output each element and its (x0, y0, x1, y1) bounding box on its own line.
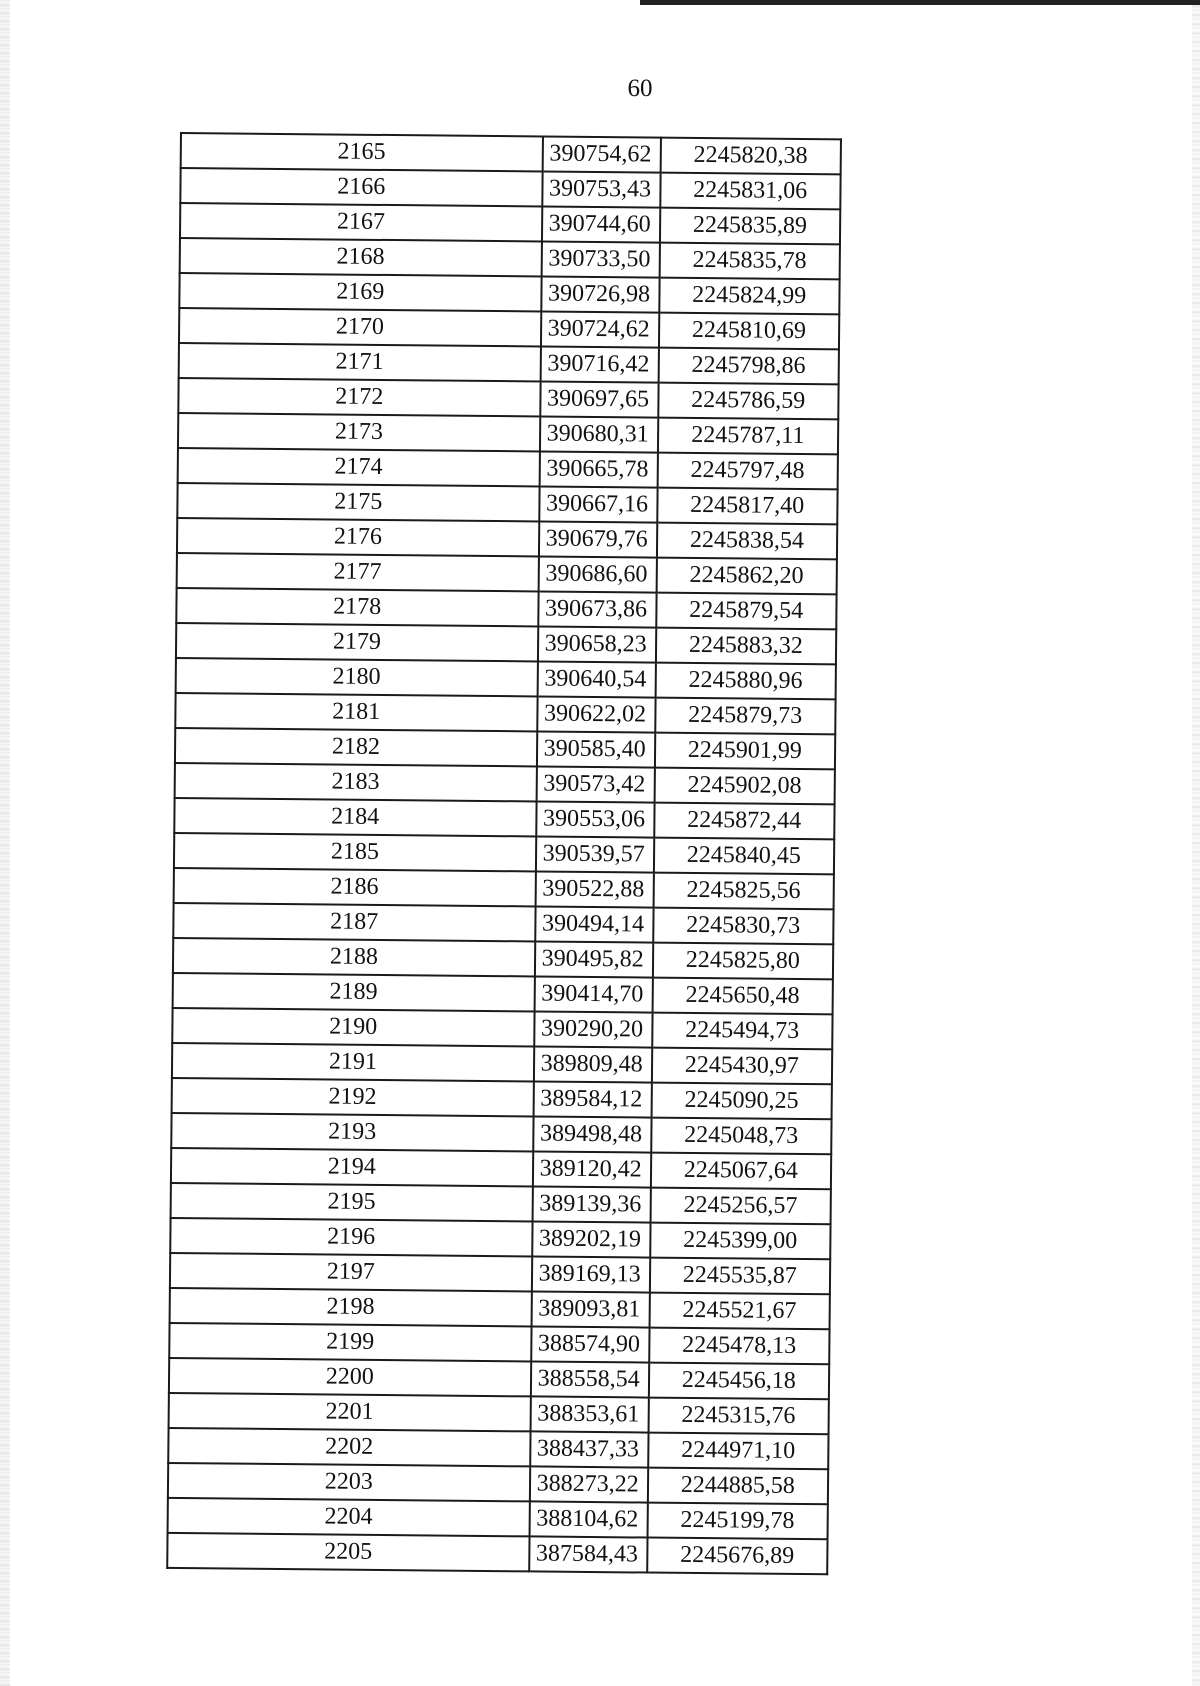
x-coordinate-cell: 390494,14 (535, 906, 653, 942)
y-coordinate-cell: 2245676,89 (647, 1538, 828, 1575)
x-coordinate-cell: 390665,78 (539, 451, 657, 487)
x-coordinate-cell: 390622,02 (537, 696, 655, 732)
point-number-cell: 2166 (180, 168, 542, 206)
y-coordinate-cell: 2245880,96 (655, 663, 836, 700)
y-coordinate-cell: 2244885,58 (647, 1468, 828, 1505)
point-number-cell: 2168 (180, 238, 542, 276)
x-coordinate-cell: 390733,50 (541, 241, 659, 277)
point-number-cell: 2177 (177, 553, 539, 591)
x-coordinate-cell: 390667,16 (539, 486, 657, 522)
y-coordinate-cell: 2245840,45 (653, 838, 834, 875)
point-number-cell: 2183 (175, 763, 537, 801)
x-coordinate-cell: 390744,60 (542, 206, 660, 242)
y-coordinate-cell: 2245825,80 (652, 943, 833, 980)
point-number-cell: 2195 (171, 1183, 533, 1221)
x-coordinate-cell: 390539,57 (536, 836, 654, 872)
x-coordinate-cell: 388273,22 (529, 1466, 647, 1502)
table-row (167, 1533, 827, 1574)
point-number-cell: 2184 (174, 798, 536, 836)
point-number-cell: 2200 (169, 1358, 531, 1396)
y-coordinate-cell: 2245797,48 (657, 453, 838, 490)
x-coordinate-cell: 388437,33 (530, 1431, 648, 1467)
point-number-cell: 2182 (175, 728, 537, 766)
y-coordinate-cell: 2245494,73 (652, 1013, 833, 1050)
y-coordinate-cell: 2245256,57 (650, 1188, 831, 1225)
x-coordinate-cell: 390679,76 (539, 521, 657, 557)
point-number-cell: 2194 (171, 1148, 533, 1186)
top-rule (640, 0, 1200, 5)
x-coordinate-cell: 390640,54 (537, 661, 655, 697)
x-coordinate-cell: 388558,54 (530, 1361, 648, 1397)
point-number-cell: 2187 (173, 903, 535, 941)
y-coordinate-cell: 2245901,99 (654, 733, 835, 770)
point-number-cell: 2191 (172, 1043, 534, 1081)
y-coordinate-cell: 2245521,67 (649, 1293, 830, 1330)
y-coordinate-cell: 2245430,97 (651, 1048, 832, 1085)
y-coordinate-cell: 2245048,73 (651, 1118, 832, 1155)
point-number-cell: 2202 (168, 1428, 530, 1466)
point-number-cell: 2185 (174, 833, 536, 871)
x-coordinate-cell: 390686,60 (538, 556, 656, 592)
x-coordinate-cell: 388574,90 (531, 1326, 649, 1362)
y-coordinate-cell: 2245883,32 (656, 628, 837, 665)
x-coordinate-cell: 388104,62 (529, 1501, 647, 1537)
point-number-cell: 2176 (177, 518, 539, 556)
y-coordinate-cell: 2244971,10 (648, 1433, 829, 1470)
y-coordinate-cell: 2245879,73 (655, 698, 836, 735)
point-number-cell: 2201 (169, 1393, 531, 1431)
y-coordinate-cell: 2245067,64 (650, 1153, 831, 1190)
point-number-cell: 2165 (181, 133, 543, 171)
x-coordinate-cell: 389809,48 (534, 1046, 652, 1082)
x-coordinate-cell: 390495,82 (535, 941, 653, 977)
point-number-cell: 2174 (178, 448, 540, 486)
x-coordinate-cell: 390673,86 (538, 591, 656, 627)
point-number-cell: 2204 (168, 1498, 530, 1536)
y-coordinate-cell: 2245810,69 (659, 313, 840, 350)
point-number-cell: 2173 (178, 413, 540, 451)
point-number-cell: 2205 (167, 1533, 529, 1571)
x-coordinate-cell: 389584,12 (533, 1081, 651, 1117)
x-coordinate-cell: 390697,65 (540, 381, 658, 417)
x-coordinate-cell: 390680,31 (540, 416, 658, 452)
scan-edge-right (1192, 0, 1200, 1686)
x-coordinate-cell: 390553,06 (536, 801, 654, 837)
x-coordinate-cell: 390724,62 (541, 311, 659, 347)
y-coordinate-cell: 2245835,78 (659, 243, 840, 280)
y-coordinate-cell: 2245830,73 (653, 908, 834, 945)
y-coordinate-cell: 2245817,40 (657, 488, 838, 525)
y-coordinate-cell: 2245798,86 (658, 348, 839, 385)
y-coordinate-cell: 2245787,11 (658, 418, 839, 455)
point-number-cell: 2190 (172, 1008, 534, 1046)
x-coordinate-cell: 389120,42 (533, 1151, 651, 1187)
point-number-cell: 2170 (179, 308, 541, 346)
y-coordinate-cell: 2245824,99 (659, 278, 840, 315)
point-number-cell: 2188 (173, 938, 535, 976)
page-number: 60 (627, 75, 653, 102)
y-coordinate-cell: 2245456,18 (648, 1363, 829, 1400)
y-coordinate-cell: 2245831,06 (660, 173, 841, 210)
y-coordinate-cell: 2245872,44 (654, 803, 835, 840)
point-number-cell: 2167 (180, 203, 542, 241)
y-coordinate-cell: 2245535,87 (649, 1258, 830, 1295)
x-coordinate-cell: 387584,43 (529, 1536, 647, 1572)
point-number-cell: 2169 (179, 273, 541, 311)
coordinates-table (166, 132, 842, 1575)
point-number-cell: 2192 (172, 1078, 534, 1116)
x-coordinate-cell: 389093,81 (531, 1291, 649, 1327)
x-coordinate-cell: 389202,19 (532, 1221, 650, 1257)
y-coordinate-cell: 2245315,76 (648, 1398, 829, 1435)
point-number-cell: 2172 (178, 378, 540, 416)
x-coordinate-cell: 390753,43 (542, 171, 660, 207)
x-coordinate-cell: 389139,36 (532, 1186, 650, 1222)
point-number-cell: 2198 (170, 1288, 532, 1326)
x-coordinate-cell: 388353,61 (530, 1396, 648, 1432)
y-coordinate-cell: 2245478,13 (649, 1328, 830, 1365)
point-number-cell: 2180 (176, 658, 538, 696)
y-coordinate-cell: 2245902,08 (654, 768, 835, 805)
point-number-cell: 2181 (175, 693, 537, 731)
y-coordinate-cell: 2245399,00 (650, 1223, 831, 1260)
y-coordinate-cell: 2245650,48 (652, 978, 833, 1015)
point-number-cell: 2189 (173, 973, 535, 1011)
point-number-cell: 2196 (170, 1218, 532, 1256)
point-number-cell: 2186 (174, 868, 536, 906)
y-coordinate-cell: 2245879,54 (656, 593, 837, 630)
x-coordinate-cell: 390573,42 (536, 766, 654, 802)
point-number-cell: 2175 (177, 483, 539, 521)
point-number-cell: 2178 (176, 588, 538, 626)
y-coordinate-cell: 2245835,89 (660, 208, 841, 245)
x-coordinate-cell: 389169,13 (531, 1256, 649, 1292)
x-coordinate-cell: 390716,42 (540, 346, 658, 382)
point-number-cell: 2199 (169, 1323, 531, 1361)
x-coordinate-cell: 390658,23 (538, 626, 656, 662)
y-coordinate-cell: 2245825,56 (653, 873, 834, 910)
y-coordinate-cell: 2245090,25 (651, 1083, 832, 1120)
y-coordinate-cell: 2245786,59 (658, 383, 839, 420)
x-coordinate-cell: 390414,70 (534, 976, 652, 1012)
y-coordinate-cell: 2245199,78 (647, 1503, 828, 1540)
x-coordinate-cell: 390585,40 (537, 731, 655, 767)
y-coordinate-cell: 2245820,38 (660, 138, 841, 175)
x-coordinate-cell: 390726,98 (541, 276, 659, 312)
coordinates-table-body (167, 133, 841, 1574)
y-coordinate-cell: 2245862,20 (656, 558, 837, 595)
x-coordinate-cell: 390522,88 (535, 871, 653, 907)
point-number-cell: 2171 (179, 343, 541, 381)
point-number-cell: 2179 (176, 623, 538, 661)
point-number-cell: 2203 (168, 1463, 530, 1501)
x-coordinate-cell: 390290,20 (534, 1011, 652, 1047)
point-number-cell: 2197 (170, 1253, 532, 1291)
y-coordinate-cell: 2245838,54 (657, 523, 838, 560)
point-number-cell: 2193 (171, 1113, 533, 1151)
x-coordinate-cell: 390754,62 (542, 136, 660, 172)
scan-edge-left (0, 0, 10, 1686)
x-coordinate-cell: 389498,48 (533, 1116, 651, 1152)
